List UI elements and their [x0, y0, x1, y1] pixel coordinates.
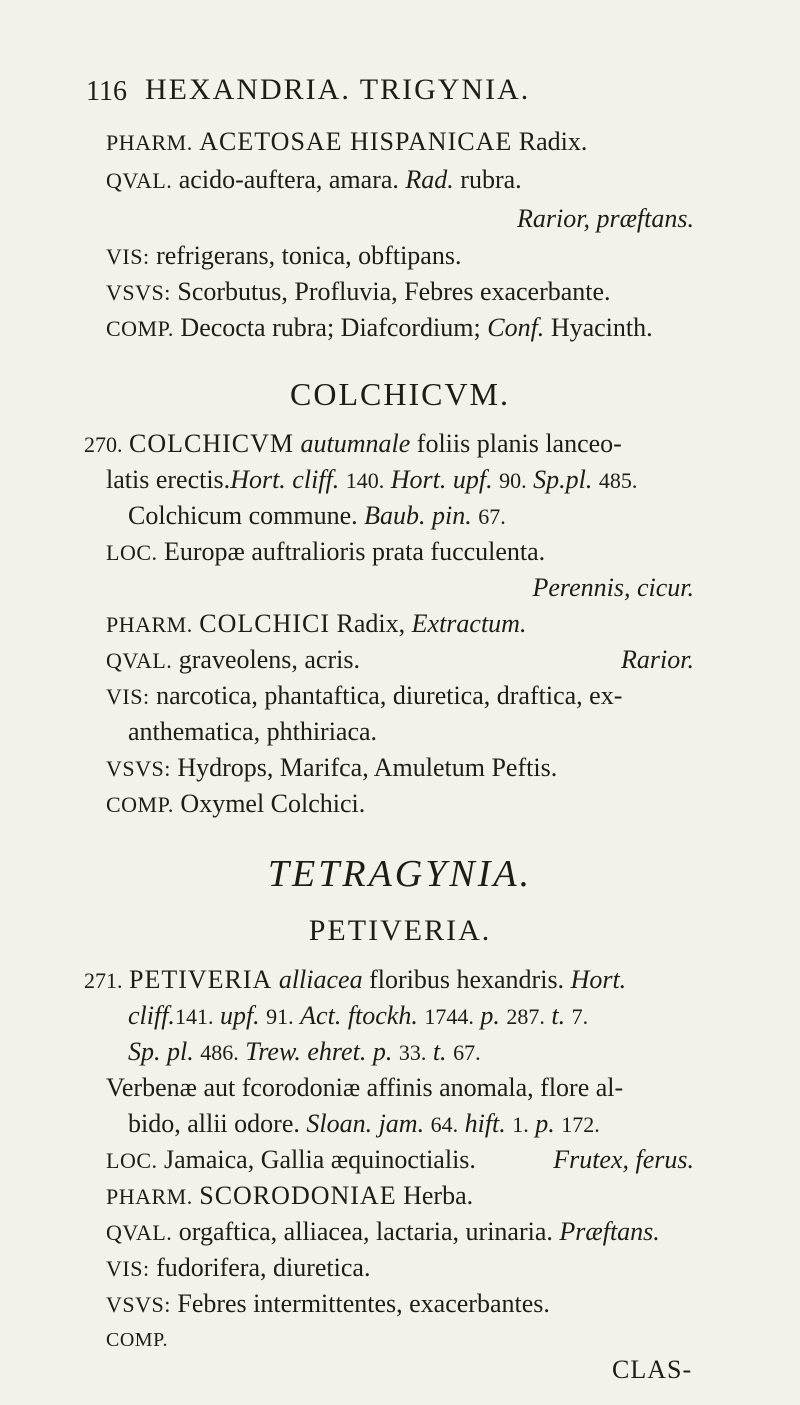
ref-num: 91. [266, 1004, 294, 1029]
petiveria-vis-line [106, 1252, 370, 1285]
colchicum-qual-line [106, 644, 360, 677]
ref: Trew. ehret. [245, 1037, 367, 1066]
loc-label: LOC. [106, 1148, 158, 1173]
qual-rad: Rad. [405, 165, 454, 194]
qual-rarity: Præftans. [559, 1217, 660, 1246]
ref-num: 90. [499, 468, 527, 493]
petiveria-pharm-line [106, 1180, 473, 1213]
desc-cont: bido, allii odore. [128, 1109, 300, 1138]
pharm-name: ACETOSAE HISPANICAE [199, 127, 513, 156]
genus-name: PETIVERIA [129, 965, 273, 994]
ref-num: 67. [478, 504, 506, 529]
ref-num: 7. [571, 1004, 589, 1029]
ref: p. [535, 1109, 555, 1138]
ref: Act. ftockh. [300, 1001, 418, 1030]
colchicum-pharm-line [106, 608, 526, 641]
vis-text: refrigerans, tonica, obftipans. [156, 241, 462, 270]
petiveria-comp-label: COMP. [106, 1329, 168, 1351]
petiveria-heading: PETIVERIA. [308, 914, 492, 947]
ref: Baub. pin. [364, 501, 472, 530]
ref: Sp.pl. [533, 465, 593, 494]
petiveria-qual-line [106, 1216, 660, 1249]
vis-text: fudorifera, diuretica. [156, 1253, 371, 1282]
acetosa-qual-line [106, 164, 522, 197]
tetragynia-heading: TETRAGYNIA. [267, 853, 533, 895]
ref: Hort. cliff. [230, 465, 340, 494]
epithet: alliacea [278, 965, 363, 994]
acetosa-comp-line [106, 312, 653, 345]
ref-num: 140. [345, 468, 385, 493]
colchicum-rarity: Rarior. [621, 645, 694, 674]
ref: upf. [219, 1001, 260, 1030]
pharm-name: COLCHICI [199, 609, 331, 638]
colchicum-synonym-line [128, 500, 506, 533]
ref: Hort. upf. [390, 465, 493, 494]
petiveria-usus-line [106, 1288, 550, 1321]
pharm-part: Radix, [336, 609, 406, 638]
qual-label: QVAL. [106, 168, 173, 193]
colchicum-loc-line [106, 536, 545, 569]
acetosa-usus-line [106, 276, 611, 309]
loc-label: LOC. [106, 540, 158, 565]
petiveria-line-2 [128, 1000, 588, 1033]
ref-num: 67. [453, 1040, 481, 1065]
pharm-label: PHARM. [106, 130, 193, 155]
loc-text: Jamaica, Gallia æquinoctialis. [164, 1145, 476, 1174]
usus-label: VSVS: [106, 1292, 171, 1317]
ref-num: 172. [561, 1112, 600, 1137]
pharm-label: PHARM. [106, 612, 193, 637]
usus-text: Hydrops, Marifca, Amuletum Peftis. [177, 753, 558, 782]
pharm-extra: Extractum. [411, 609, 527, 638]
ref: cliff. [128, 1001, 175, 1030]
usus-text: Febres intermittentes, exacerbantes. [177, 1289, 550, 1318]
qual-text: acido-auftera, amara. [178, 165, 399, 194]
epithet: autumnale [300, 429, 411, 458]
vis-label: VIS: [106, 244, 150, 269]
ref: p. [372, 1037, 393, 1066]
comp-label: COMP. [106, 792, 174, 817]
usus-label: VSVS: [106, 756, 171, 781]
vis-label: VIS: [106, 684, 150, 709]
qual-color: rubra. [460, 165, 522, 194]
petiveria-loc-line [106, 1144, 476, 1177]
usus-label: VSVS: [106, 280, 171, 305]
qual-text: orgaftica, alliacea, lactaria, urinaria. [178, 1217, 553, 1246]
qual-label: QVAL. [106, 1220, 173, 1245]
colchicum-vis-cont: anthematica, phthiriaca. [128, 717, 378, 746]
qual-label: QVAL. [106, 648, 173, 673]
ref-num: 287. [506, 1004, 545, 1029]
entry-number: 270. [84, 432, 123, 457]
colchicum-line-2 [106, 464, 637, 497]
petiveria-habit: Frutex, ferus. [553, 1145, 694, 1174]
vis-text: narcotica, phantaftica, diuretica, draftica, ex- [156, 681, 623, 710]
ref: t. [432, 1037, 447, 1066]
desc-cont: latis erectis. [106, 465, 231, 494]
ref-num: 33. [398, 1040, 427, 1065]
pharm-part: Herba. [403, 1181, 474, 1210]
colchicum-line-1 [84, 428, 622, 461]
desc: floribus hexandris. [369, 965, 565, 994]
colchicum-vis-line [106, 680, 622, 713]
usus-text: Scorbutus, Profluvia, Febres exacerbante. [177, 277, 611, 306]
petiveria-desc-line: Verbenæ aut fcorodoniæ affinis anomala, flore al- [106, 1073, 624, 1102]
ref: Sloan. jam. [306, 1109, 425, 1138]
comp-text: Decocta rubra; Diafcordium; [180, 313, 481, 342]
ref: t. [551, 1001, 566, 1030]
comp-end: Hyacinth. [550, 313, 653, 342]
acetosa-pharm-line [106, 126, 587, 159]
entry-number: 271. [84, 968, 123, 993]
page-number: 116 [86, 76, 127, 107]
ref: hift. [464, 1109, 506, 1138]
genus-name: COLCHICVM [129, 429, 295, 458]
vis-label: VIS: [106, 1256, 150, 1281]
ref: Hort. [570, 965, 627, 994]
acetosa-rarity: Rarior, præftans. [517, 204, 694, 233]
synonym: Colchicum commune. [128, 501, 358, 530]
ref-num: 486. [200, 1040, 239, 1065]
pharm-label: PHARM. [106, 1184, 193, 1209]
petiveria-line-1 [84, 964, 626, 997]
petiveria-line-3 [128, 1036, 481, 1069]
pharm-name: SCORODONIAE [199, 1181, 397, 1210]
ref: Sp. pl. [128, 1037, 194, 1066]
acetosa-vis-line [106, 240, 461, 273]
ref-num: 1744. [424, 1004, 474, 1029]
ref-num: 1. [512, 1112, 529, 1137]
ref-num: 141. [174, 1004, 214, 1029]
ref: p. [480, 1001, 500, 1030]
colchicum-usus-line [106, 752, 557, 785]
running-title: HEXANDRIA. TRIGYNIA. [145, 73, 531, 106]
ref-num: 485. [598, 468, 638, 493]
petiveria-desc-cont [128, 1108, 600, 1141]
comp-label: COMP. [106, 316, 174, 341]
colchicum-habit: Perennis, cicur. [532, 573, 694, 602]
ref-num: 64. [430, 1112, 459, 1137]
pharm-part: Radix. [518, 127, 588, 156]
comp-text: Oxymel Colchici. [180, 789, 366, 818]
comp-conf: Conf. [487, 313, 545, 342]
catchword: CLAS- [612, 1355, 693, 1384]
desc: foliis planis lanceo- [416, 429, 622, 458]
qual-text: graveolens, acris. [178, 645, 360, 674]
loc-text: Europæ auftralioris prata fucculenta. [164, 537, 546, 566]
colchicum-comp-line [106, 788, 365, 821]
colchicum-heading: COLCHICVM. [289, 376, 510, 412]
